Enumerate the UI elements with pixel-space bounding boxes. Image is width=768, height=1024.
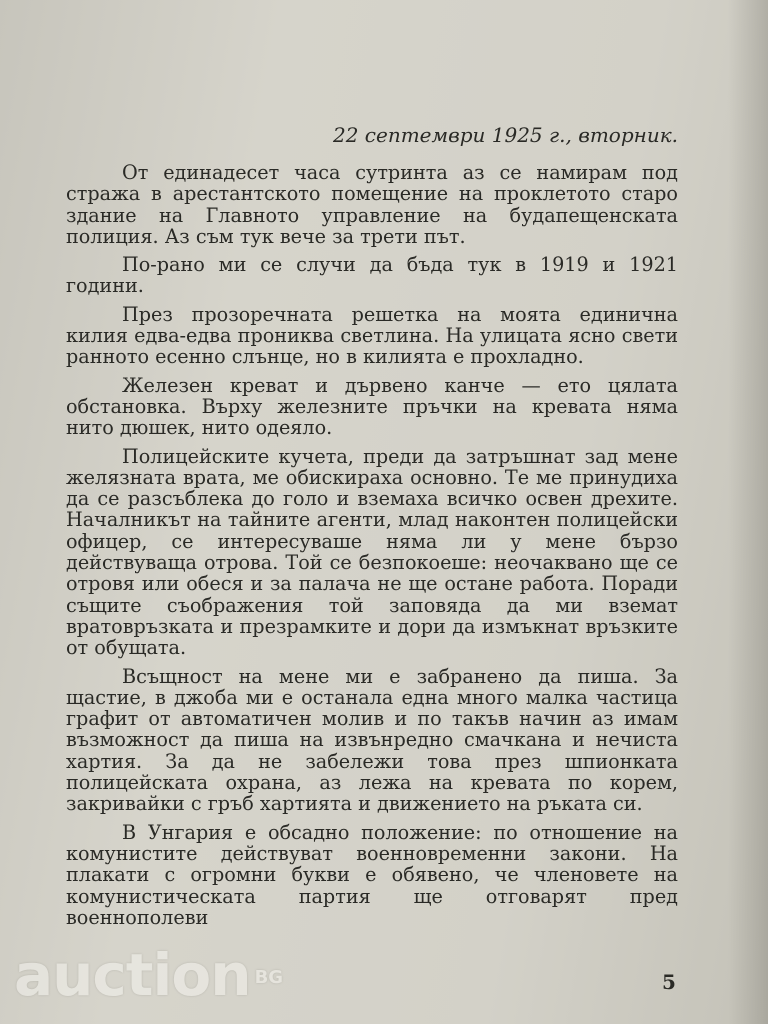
paragraph-4: Железен креват и дървено канче — ето цялата обстановка. Върху железните пръчки на кревата няма нито дюшек, нито одеяло. [66,373,678,440]
dateline: 22 септември 1925 г., вторник. [332,123,678,147]
paragraph-1: От единадесет часа сутринта аз се намирам под стража в арестантското помещение на проклетото старо здание на Главното управление на будапещенската полиция. Аз съм тук вече за трети път. [66,161,678,248]
watermark-main-text: auction [14,941,251,1009]
paragraph-7: В Унгария е обсадно положение: по отношение на комунистите действуват военновременни закони. На плакати с огромни букви е обявено, че членовете на комунистическата партия ще отговарят пред военнополеви [66,820,678,929]
paragraph-3: През прозоречната решетка на моята единична килия едва-едва прониква светлина. На улицата ясно свети ранното есенно слънце, но в килията е прохладно. [66,302,678,369]
page-number: 5 [662,970,676,994]
watermark-sub-text: BG [254,967,284,988]
paragraph-5: Полицейските кучета, преди да затръшнат зад мене желязната врата, ме обискираха основно. Те ме принудиха да се разсъблека до голо и вземаха всичко освен дрехите. Началникът на тайните агенти, млад наконтен полицейски офицер, се интересуваше няма ли у мене бързо действуваща отрова. Той се безпокоеше: неочаквано ще се отровя или обеся и за палача не ще остане работа. Поради същите съображения той заповяда да ми вземат вратовръзката и презрамките и дори да измъкнат връзките от обущата. [66,444,678,660]
page-edge-shadow [728,0,768,1024]
auction-watermark-logo [14,940,283,1010]
paragraph-2: По-рано ми се случи да бъда тук в 1919 и 1921 години. [66,253,678,298]
paragraph-6: Всъщност на мене ми е забранено да пиша. За щастие, в джоба ми е останала една много малка частица графит от автоматичен молив и по такъв начин аз имам възможност да пиша на извънредно смачкана и нечиста хартия. За да не забележи това през шпионката полицейската охрана, аз лежа на кревата по корем, закривайки с гръб хартията и движението на ръката си. [66,664,678,816]
page-text [66,122,678,935]
